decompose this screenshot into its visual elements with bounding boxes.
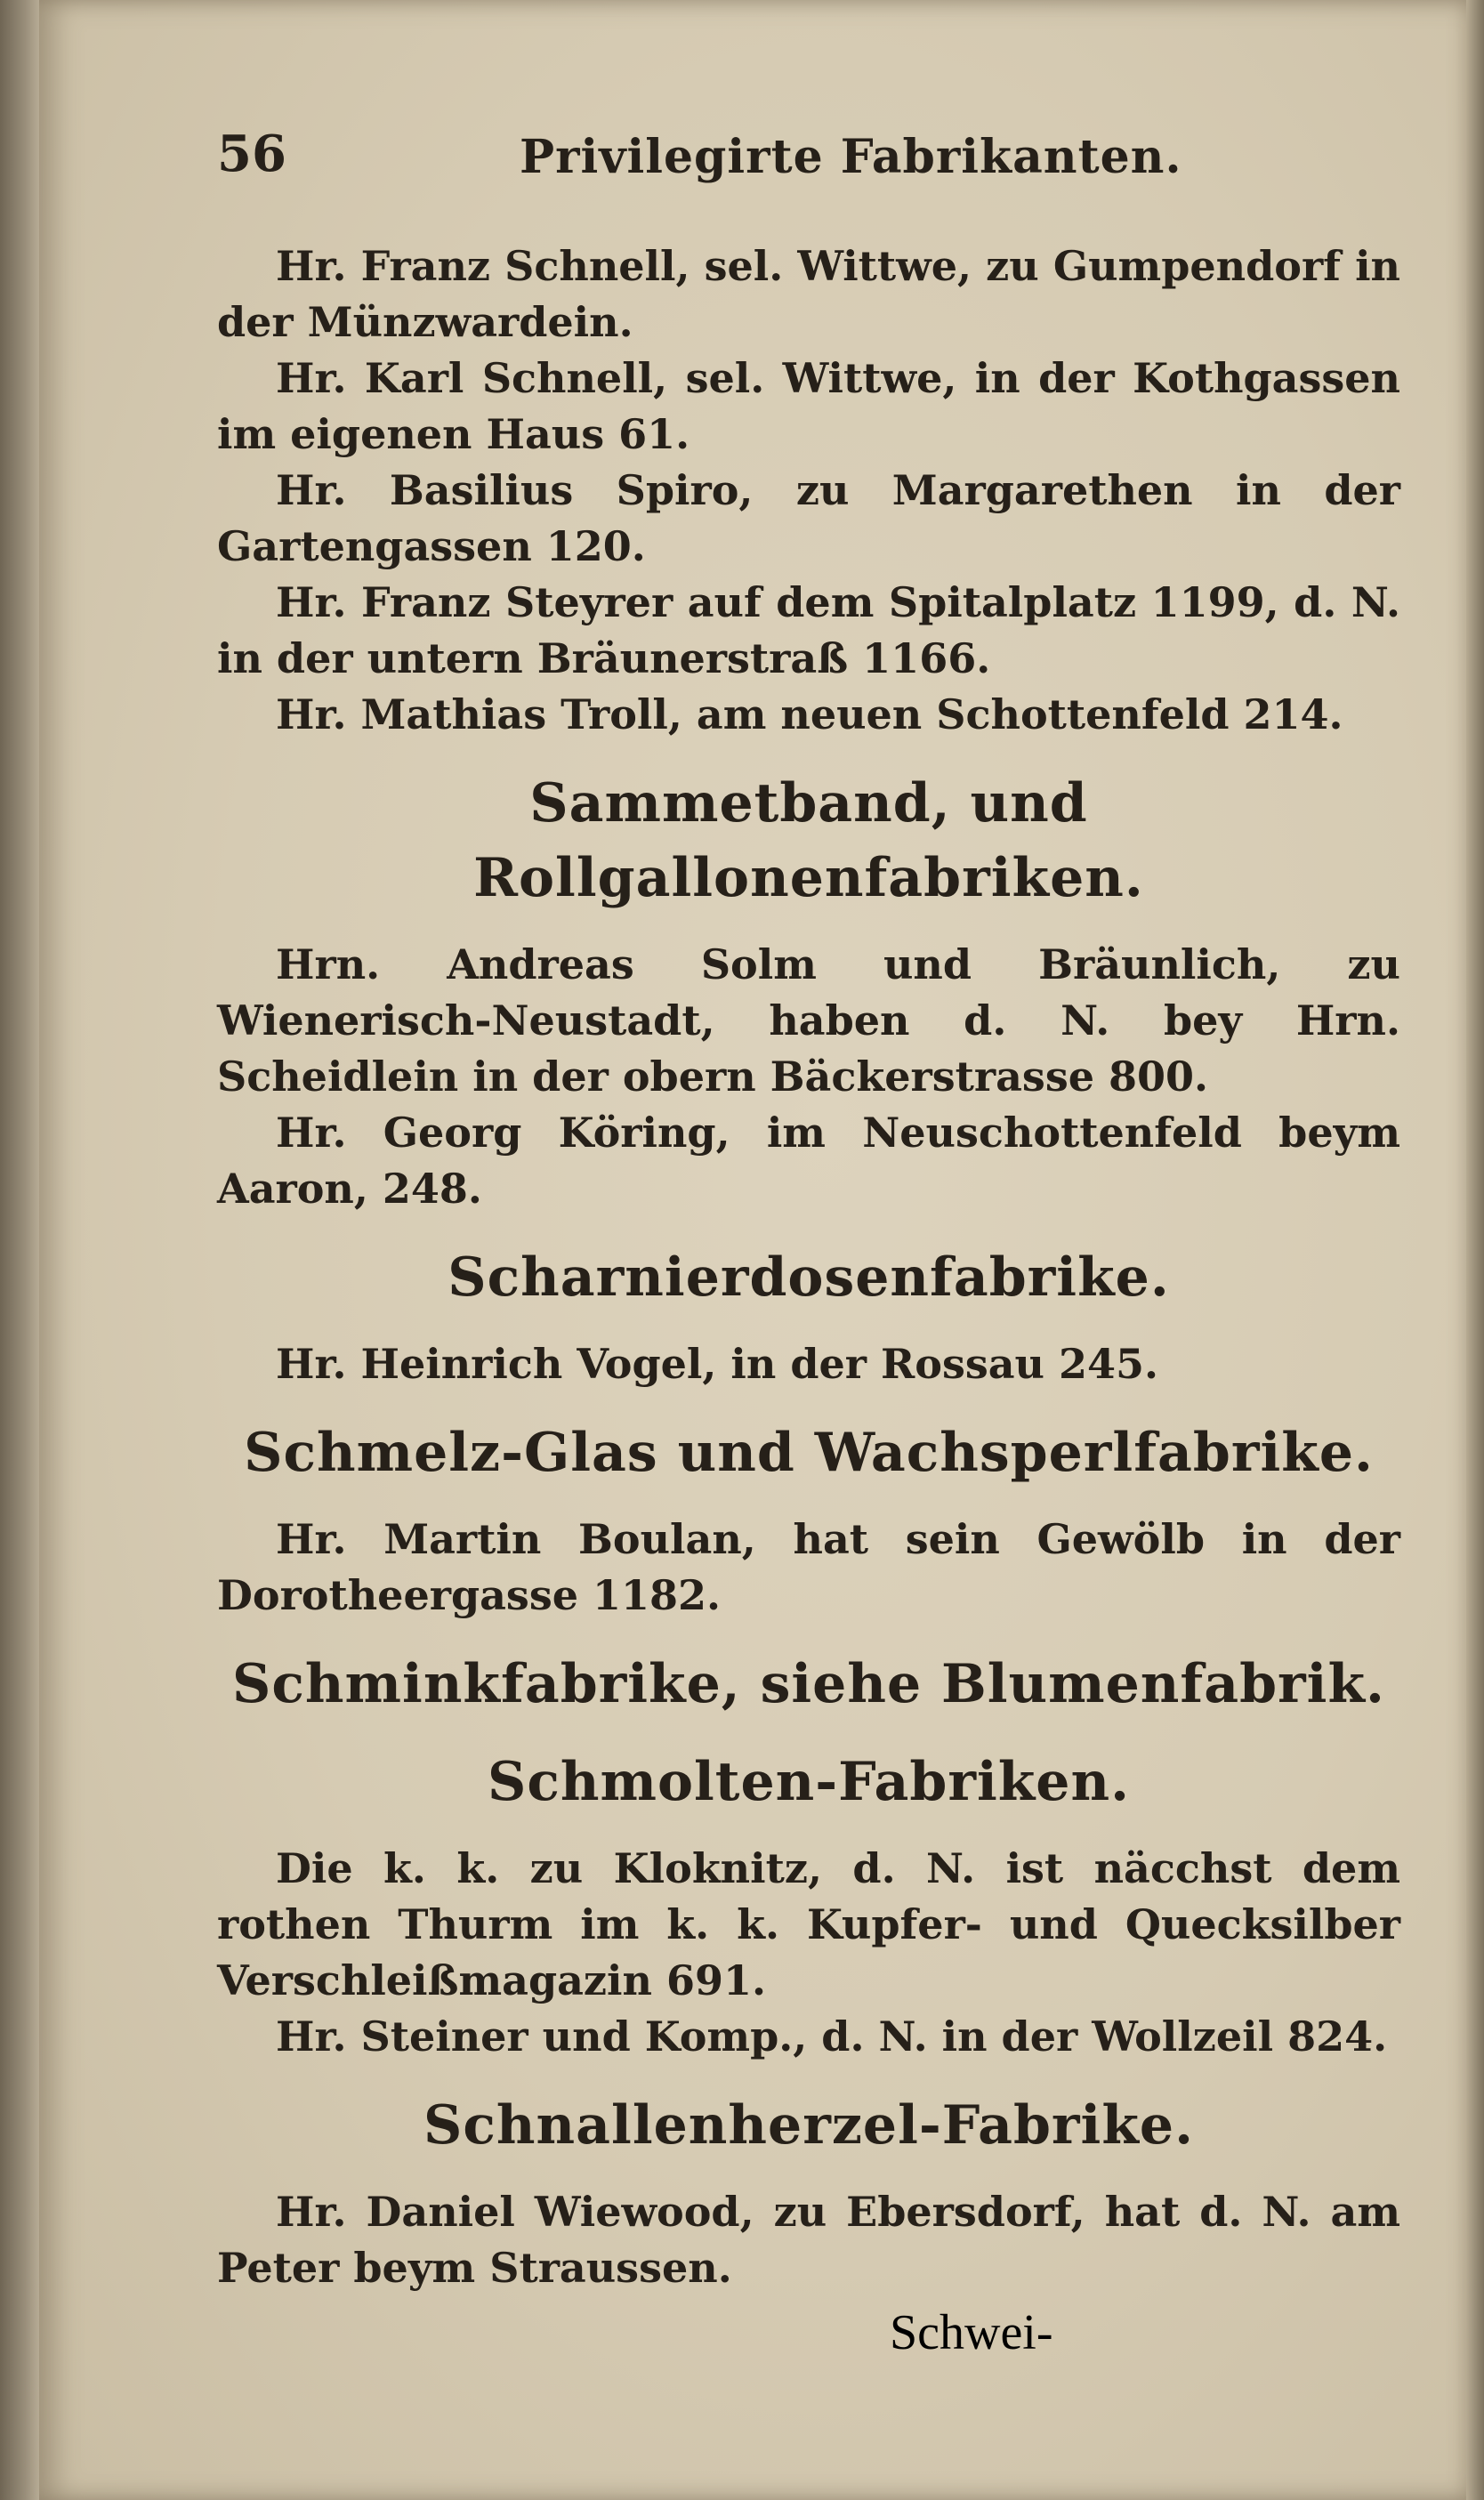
running-title: Privilegirte Fabrikanten.	[520, 130, 1182, 184]
directory-entry: Hrn. Andreas Solm und Bräunlich, zu Wienerisch-Neustadt, haben d. N. bey Hrn. Scheidlein in der obern Bäckerstrasse 800.	[217, 940, 1400, 1101]
section-title: Scharnierdosenfabrike.	[448, 1246, 1170, 1309]
binding-shadow	[0, 0, 43, 2500]
directory-entry: Die k. k. zu Kloknitz, d. N. ist näcchst dem rothen Thurm im k. k. Kupfer- und Quecksilber Verschleißmagazin 691.	[217, 1844, 1400, 2004]
section-title: Schnallenherzel-Fabrike.	[423, 2094, 1194, 2157]
directory-entry: Hr. Daniel Wiewood, zu Ebersdorf, hat d. N. am Peter beym Straussen.	[217, 2188, 1400, 2292]
section-title: Sammetband, und Rollgallonenfabriken.	[473, 772, 1144, 909]
section-title: Schminkfabrike, siehe Blumenfabrik.	[232, 1653, 1385, 1715]
page-header	[217, 125, 1400, 196]
section-title: Schmolten-Fabriken.	[487, 1751, 1130, 1813]
body-text	[217, 238, 1400, 2296]
directory-entry: Hr. Mathias Troll, am neuen Schottenfeld 214.	[276, 690, 1343, 738]
directory-entry: Hr. Franz Schnell, sel. Wittwe, zu Gumpendorf in der Münzwardein.	[217, 242, 1400, 346]
directory-entry: Hr. Georg Köring, im Neuschottenfeld beym Aaron, 248.	[217, 1109, 1400, 1213]
directory-entry: Hr. Basilius Spiro, zu Margarethen in der Gartengassen 120.	[217, 466, 1400, 570]
directory-entry: Hr. Heinrich Vogel, in der Rossau 245.	[276, 1340, 1159, 1388]
page-edge	[1466, 0, 1484, 2500]
page-number: 56	[217, 125, 286, 183]
catchword: Schwei-	[890, 2305, 1053, 2360]
directory-entry: Hr. Steiner und Komp., d. N. in der Wollzeil 824.	[276, 2012, 1388, 2060]
directory-entry: Hr. Martin Boulan, hat sein Gewölb in der Dorotheergasse 1182.	[217, 1515, 1400, 1619]
section-title: Schmelz-Glas und Wachsperlfabrike.	[244, 1422, 1374, 1484]
directory-entry: Hr. Franz Steyrer auf dem Spitalplatz 1199, d. N. in der untern Bräunerstraß 1166.	[217, 578, 1400, 682]
directory-entry: Hr. Karl Schnell, sel. Wittwe, in der Kothgassen im eigenen Haus 61.	[217, 354, 1400, 458]
